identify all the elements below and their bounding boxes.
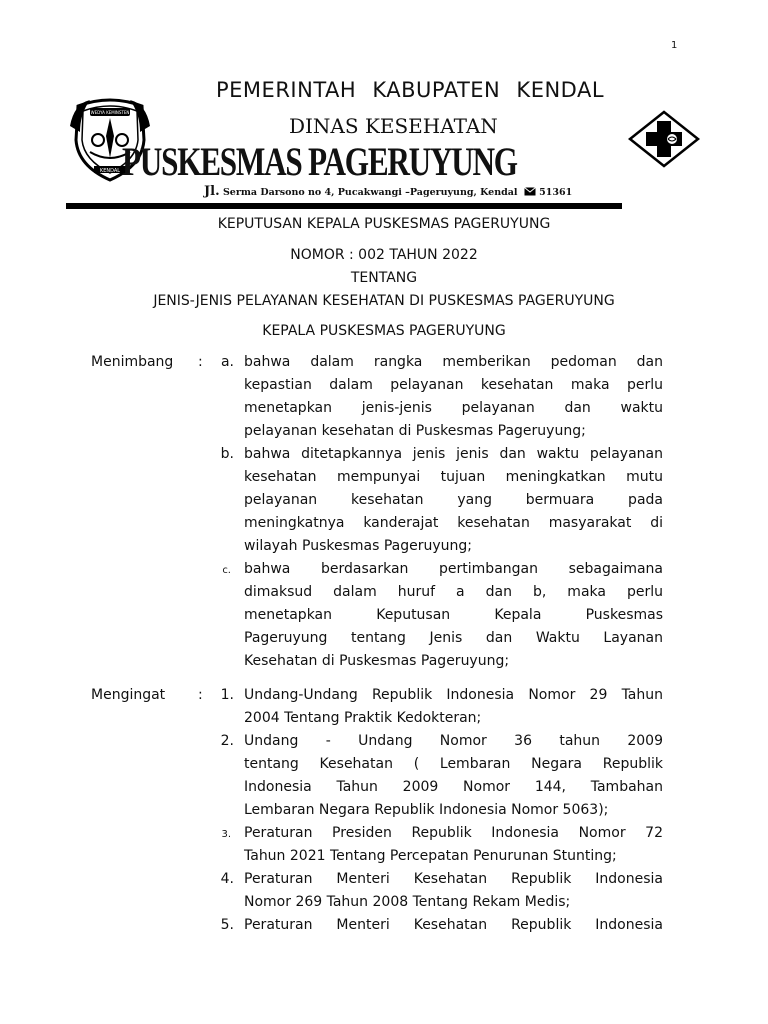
page-number: 1 (671, 40, 678, 51)
menimbang-item-b (244, 443, 663, 558)
envelope-icon (524, 187, 536, 196)
address-prefix: Jl. (204, 184, 220, 199)
menimbang-colon: : (198, 354, 203, 370)
mengingat-marker-1: 1. (220, 687, 234, 703)
text-line: Kesehatan di Puskesmas Pageruyung; (244, 653, 510, 669)
decree-issuer: KEPALA PUSKESMAS PAGERUYUNG (262, 323, 506, 339)
institution-address (204, 184, 572, 199)
text-line: kesehatan mempunyai tujuan meningkatkan mutu (244, 469, 663, 485)
menimbang-label: Menimbang (91, 354, 174, 370)
text-line: Tahun 2021 Tentang Percepatan Penurunan Stunting; (244, 848, 617, 864)
text-line: bahwa dalam rangka memberikan pedoman dan (244, 354, 663, 370)
text-line: Undang-Undang Republik Indonesia Nomor 29 Tahun (244, 687, 663, 703)
text-line: pelayanan kesehatan yang bermuara pada (244, 492, 663, 508)
text-line: Indonesia Tahun 2009 Nomor 144, Tambahan (244, 779, 663, 795)
letterhead-divider (66, 203, 622, 209)
logo-left-label: KENDAL (99, 168, 121, 174)
mengingat-item-5 (244, 914, 663, 937)
address-text: Serma Darsono no 4, Pucakwangi –Pageruyung, Kendal (222, 187, 518, 198)
institution-name: PUSKESMAS PAGERUYUNG (122, 139, 517, 184)
mengingat-label: Mengingat (91, 687, 166, 703)
mengingat-marker-5: 5. (220, 917, 234, 933)
text-line: menetapkan Keputusan Kepala Puskesmas (244, 607, 663, 623)
text-line: tentang Kesehatan ( Lembaran Negara Republik (244, 756, 663, 772)
mengingat-colon: : (198, 687, 203, 703)
menimbang-marker-c: c. (222, 565, 231, 576)
text-line: pelayanan kesehatan di Puskesmas Pageruyung; (244, 423, 586, 439)
text-line: Peraturan Presiden Republik Indonesia Nomor 72 (244, 825, 663, 841)
mengingat-item-3 (244, 822, 663, 868)
menimbang-item-a (244, 351, 663, 443)
mengingat-marker-3: 3. (221, 829, 231, 840)
text-line: Pageruyung tentang Jenis dan Waktu Layanan (244, 630, 663, 646)
mengingat-item-4 (244, 868, 663, 914)
text-line: wilayah Puskesmas Pageruyung; (244, 538, 472, 554)
menimbang-item-c (244, 558, 663, 673)
text-line: menetapkan jenis-jenis pelayanan dan waktu (244, 400, 663, 416)
agency-name: DINAS KESEHATAN (289, 114, 498, 138)
text-line: meningkatnya kanderajat kesehatan masyarakat di (244, 515, 663, 531)
text-line: dimaksud dalam huruf a dan b, maka perlu (244, 584, 663, 600)
mengingat-item-2 (244, 730, 663, 822)
decree-about: TENTANG (350, 270, 418, 286)
decree-number: NOMOR : 002 TAHUN 2022 (290, 247, 478, 263)
text-line: Peraturan Menteri Kesehatan Republik Indonesia (244, 871, 663, 887)
text-line: Peraturan Menteri Kesehatan Republik Indonesia (244, 917, 663, 933)
mengingat-item-1 (244, 684, 663, 730)
text-line: Undang - Undang Nomor 36 tahun 2009 (244, 733, 663, 749)
text-line: Lembaran Negara Republik Indonesia Nomor 5063); (244, 802, 609, 818)
puskesmas-cross-logo (627, 110, 701, 168)
decree-title: KEPUTUSAN KEPALA PUSKESMAS PAGERUYUNG (217, 216, 551, 232)
mengingat-marker-2: 2. (220, 733, 234, 749)
logo-left-banner: WEDYA KEMINSTEN (90, 110, 130, 115)
text-line: bahwa berdasarkan pertimbangan sebagaimana (244, 561, 663, 577)
menimbang-marker-a: a. (220, 354, 234, 370)
mengingat-marker-4: 4. (220, 871, 234, 887)
menimbang-marker-b: b. (220, 446, 234, 462)
text-line: bahwa ditetapkannya jenis jenis dan waktu pelayanan (244, 446, 663, 462)
text-line: 2004 Tentang Praktik Kedokteran; (244, 710, 482, 726)
decree-subject: JENIS-JENIS PELAYANAN KESEHATAN DI PUSKESMAS PAGERUYUNG (153, 293, 615, 309)
government-name: PEMERINTAH KABUPATEN KENDAL (216, 78, 605, 102)
text-line: Nomor 269 Tahun 2008 Tentang Rekam Medis; (244, 894, 571, 910)
text-line: kepastian dalam pelayanan kesehatan maka perlu (244, 377, 663, 393)
postal-code: 51361 (539, 187, 573, 198)
